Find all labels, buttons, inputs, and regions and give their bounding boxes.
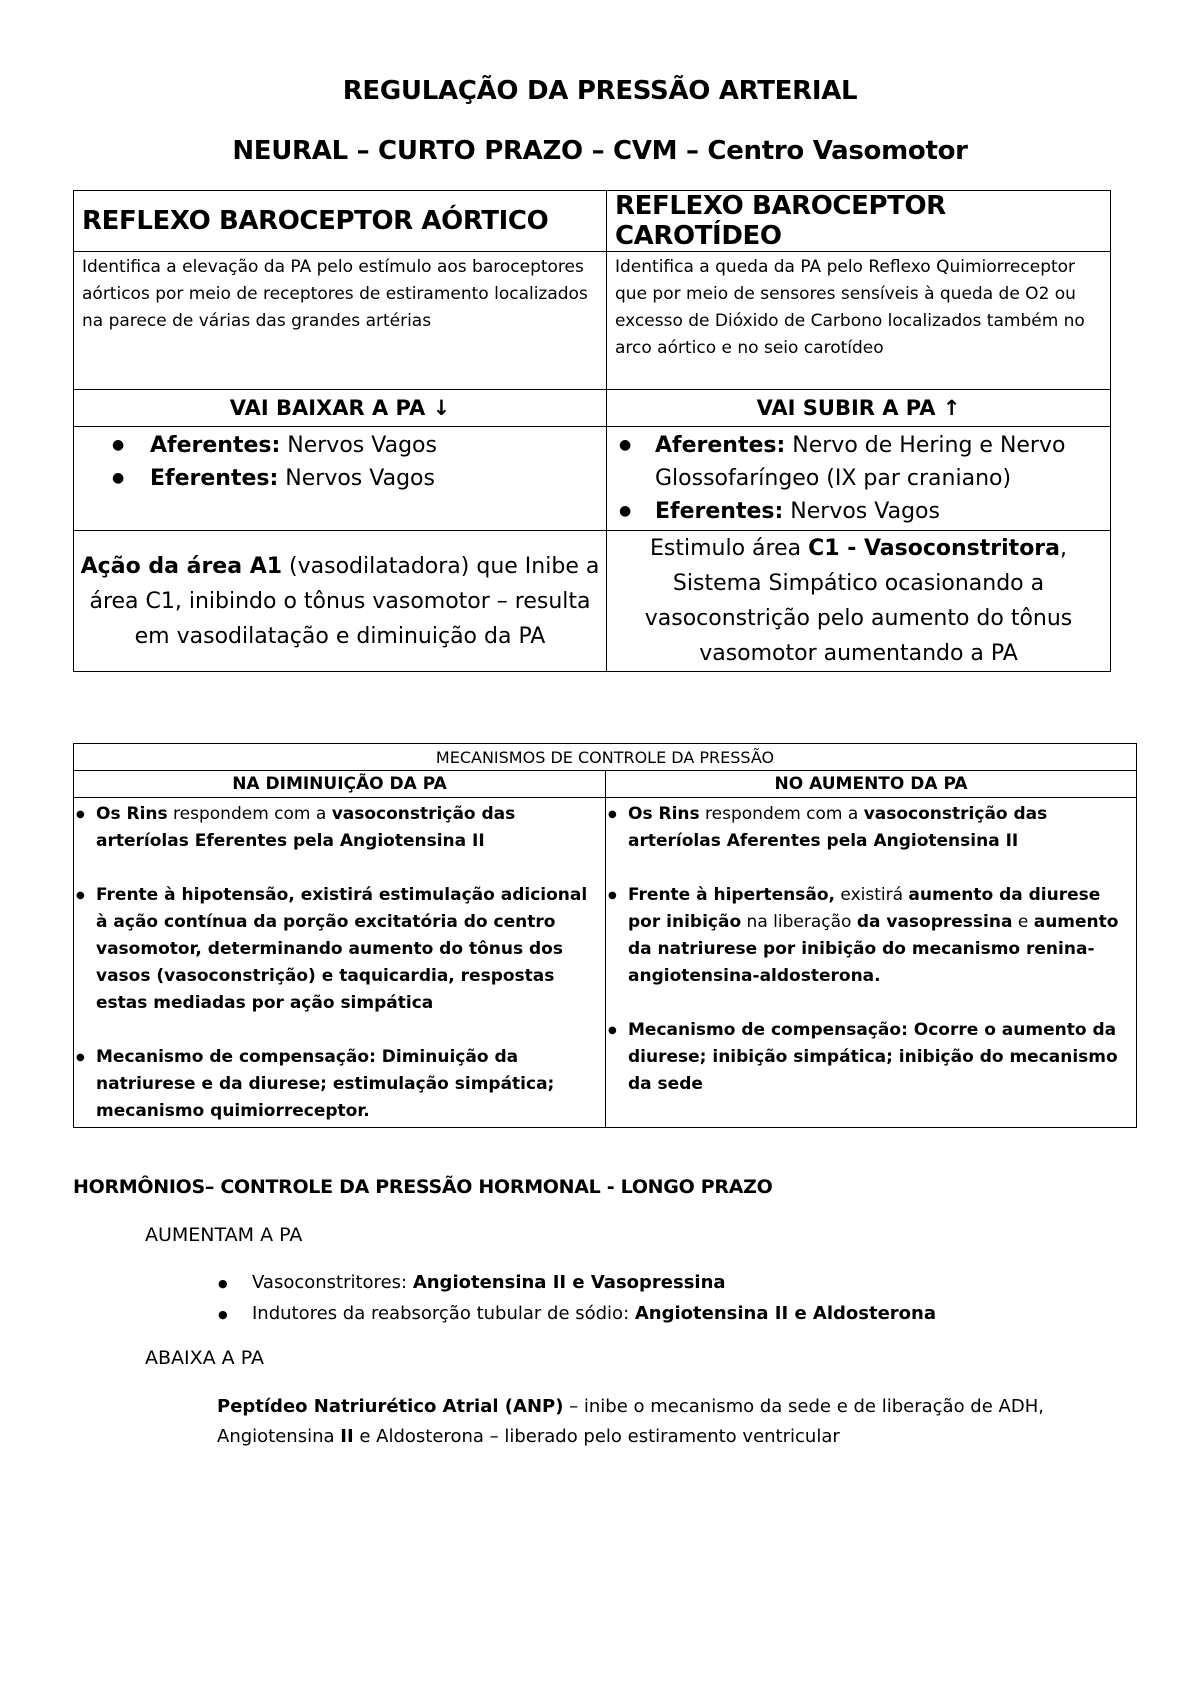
increase-pa-label: AUMENTAM A PA	[145, 1224, 303, 1246]
carotid-direction: VAI SUBIR A PA ↑	[607, 390, 1111, 427]
afferent-label: Aferentes:	[655, 433, 786, 458]
aortic-reflex-description: Identifica a elevação da PA pelo estímulo aos baroceptores aórticos por meio de receptores de estiramento localizados na parece de várias das grandes artérias	[74, 252, 607, 390]
carotid-action-bold: C1 - Vasoconstritora	[808, 536, 1061, 561]
carotid-nerves-list	[615, 429, 1104, 528]
carotid-action-cell	[607, 531, 1111, 672]
page-subtitle: NEURAL – CURTO PRAZO – CVM – Centro Vasomotor	[232, 136, 968, 166]
afferent-label: Aferentes:	[150, 433, 281, 458]
baroreceptor-table	[73, 190, 1111, 672]
pressure-control-table	[73, 743, 1137, 1128]
hormones-title: HORMÔNIOS– CONTROLE DA PRESSÃO HORMONAL - LONGO PRAZO	[73, 1176, 773, 1198]
increase-hormones-list	[252, 1267, 936, 1329]
increase-mechanisms-cell	[606, 798, 1137, 1128]
efferent-label: Eferentes:	[150, 466, 279, 491]
list-item	[252, 1298, 936, 1329]
list-item	[252, 1267, 936, 1298]
aortic-action-cell	[74, 531, 607, 672]
efferent-value: Nervos Vagos	[278, 466, 435, 491]
list-item	[84, 1044, 599, 1125]
increase-header: NO AUMENTO DA PA	[606, 771, 1137, 798]
anp-label: Peptídeo Natriurético Atrial (ANP)	[217, 1396, 564, 1417]
page-title: REGULAÇÃO DA PRESSÃO ARTERIAL	[342, 76, 858, 106]
aortic-action-bold: Ação da área A1	[80, 553, 283, 579]
bold-text: vasoconstrição das arteríolas Aferentes pela Angiotensina II	[628, 804, 1048, 851]
table-caption: MECANISMOS DE CONTROLE DA PRESSÃO	[74, 744, 1137, 771]
list-item	[84, 801, 599, 855]
aortic-direction: VAI BAIXAR A PA ↓	[74, 390, 607, 427]
aortic-reflex-header: REFLEXO BAROCEPTOR AÓRTICO	[74, 191, 607, 252]
bold-text: aumento da natriurese por inibição do mecanismo renina-angiotensina-aldosterona.	[628, 912, 1119, 986]
carotid-reflex-header: REFLEXO BAROCEPTOR CAROTÍDEO	[607, 191, 1111, 252]
bold-text: da vasopressina	[856, 912, 1013, 932]
bold-text: II	[340, 1426, 354, 1447]
text-span: na liberação	[741, 912, 857, 932]
bold-text: aumento da diurese por inibição	[628, 885, 1101, 932]
efferent-label: Eferentes:	[655, 499, 784, 524]
list-item	[616, 882, 1130, 990]
decrease-header: NA DIMINUIÇÃO DA PA	[74, 771, 606, 798]
item-value: Angiotensina II e Vasopressina	[412, 1272, 726, 1293]
afferent-value: Nervo de Hering e Nervo Glossofaríngeo (IX par craniano)	[655, 433, 1066, 491]
bold-text: vasoconstrição das arteríolas Eferentes pela Angiotensina II	[96, 804, 516, 851]
kidneys-label: Os Rins	[628, 804, 700, 824]
list-item	[616, 1017, 1130, 1098]
carotid-action-text: , Sistema Simpático ocasionando a vasoconstrição pelo aumento do tônus vasomotor aumentando a PA	[644, 536, 1073, 666]
decrease-pa-label: ABAIXA A PA	[145, 1347, 264, 1369]
list-item	[616, 801, 1130, 855]
aortic-nerves-list	[82, 429, 600, 495]
bold-text: Mecanismo de compensação: Diminuição da natriurese e da diurese; estimulação simpática; mecanismo quimiorreceptor.	[96, 1047, 555, 1121]
list-item	[84, 882, 599, 1017]
item-label: Vasoconstritores:	[252, 1272, 413, 1293]
text-span: respondem com a	[699, 804, 864, 824]
carotid-reflex-description: Identifica a queda da PA pelo Reflexo Quimiorreceptor que por meio de sensores sensíveis à queda de O2 ou excesso de Dióxido de Carbono localizados também no arco aórtico e no seio carotídeo	[607, 252, 1111, 390]
list-item	[150, 429, 600, 462]
text-span: e Aldosterona – liberado pelo estiramento ventricular	[353, 1426, 840, 1447]
list-item	[655, 429, 1104, 495]
carotid-nerves-cell	[607, 427, 1111, 531]
text-span: respondem com a	[167, 804, 332, 824]
decrease-mechanisms-cell	[74, 798, 606, 1128]
bold-text: Mecanismo de compensação: Ocorre o aumento da diurese; inibição simpática; inibição do mecanismo da sede	[628, 1020, 1118, 1094]
item-label: Indutores da reabsorção tubular de sódio:	[252, 1303, 635, 1324]
aortic-nerves-cell	[74, 427, 607, 531]
text-span: existirá	[835, 885, 909, 905]
list-item	[150, 462, 600, 495]
afferent-value: Nervos Vagos	[280, 433, 437, 458]
bold-text: Frente à hipertensão,	[628, 885, 836, 905]
list-item	[655, 495, 1104, 528]
carotid-action-pre: Estimulo área	[649, 536, 809, 561]
text-span: – inibe o mecanismo da sede e de liberação de ADH, Angiotensina	[217, 1396, 1044, 1447]
kidneys-label: Os Rins	[96, 804, 168, 824]
item-value: Angiotensina II e Aldosterona	[634, 1303, 936, 1324]
anp-paragraph	[217, 1392, 1117, 1452]
text-span: e	[1012, 912, 1034, 932]
aortic-action-text: (vasodilatadora) que Inibe a área C1, inibindo o tônus vasomotor – resulta em vasodilatação e diminuição da PA	[89, 553, 600, 649]
efferent-value: Nervos Vagos	[783, 499, 940, 524]
bold-text: Frente à hipotensão, existirá estimulação adicional à ação contínua da porção excitatória do centro vasomotor, determinando aumento do tônus dos vasos (vasoconstrição) e taquicardia, respostas estas mediadas por ação simpática	[96, 885, 588, 1013]
